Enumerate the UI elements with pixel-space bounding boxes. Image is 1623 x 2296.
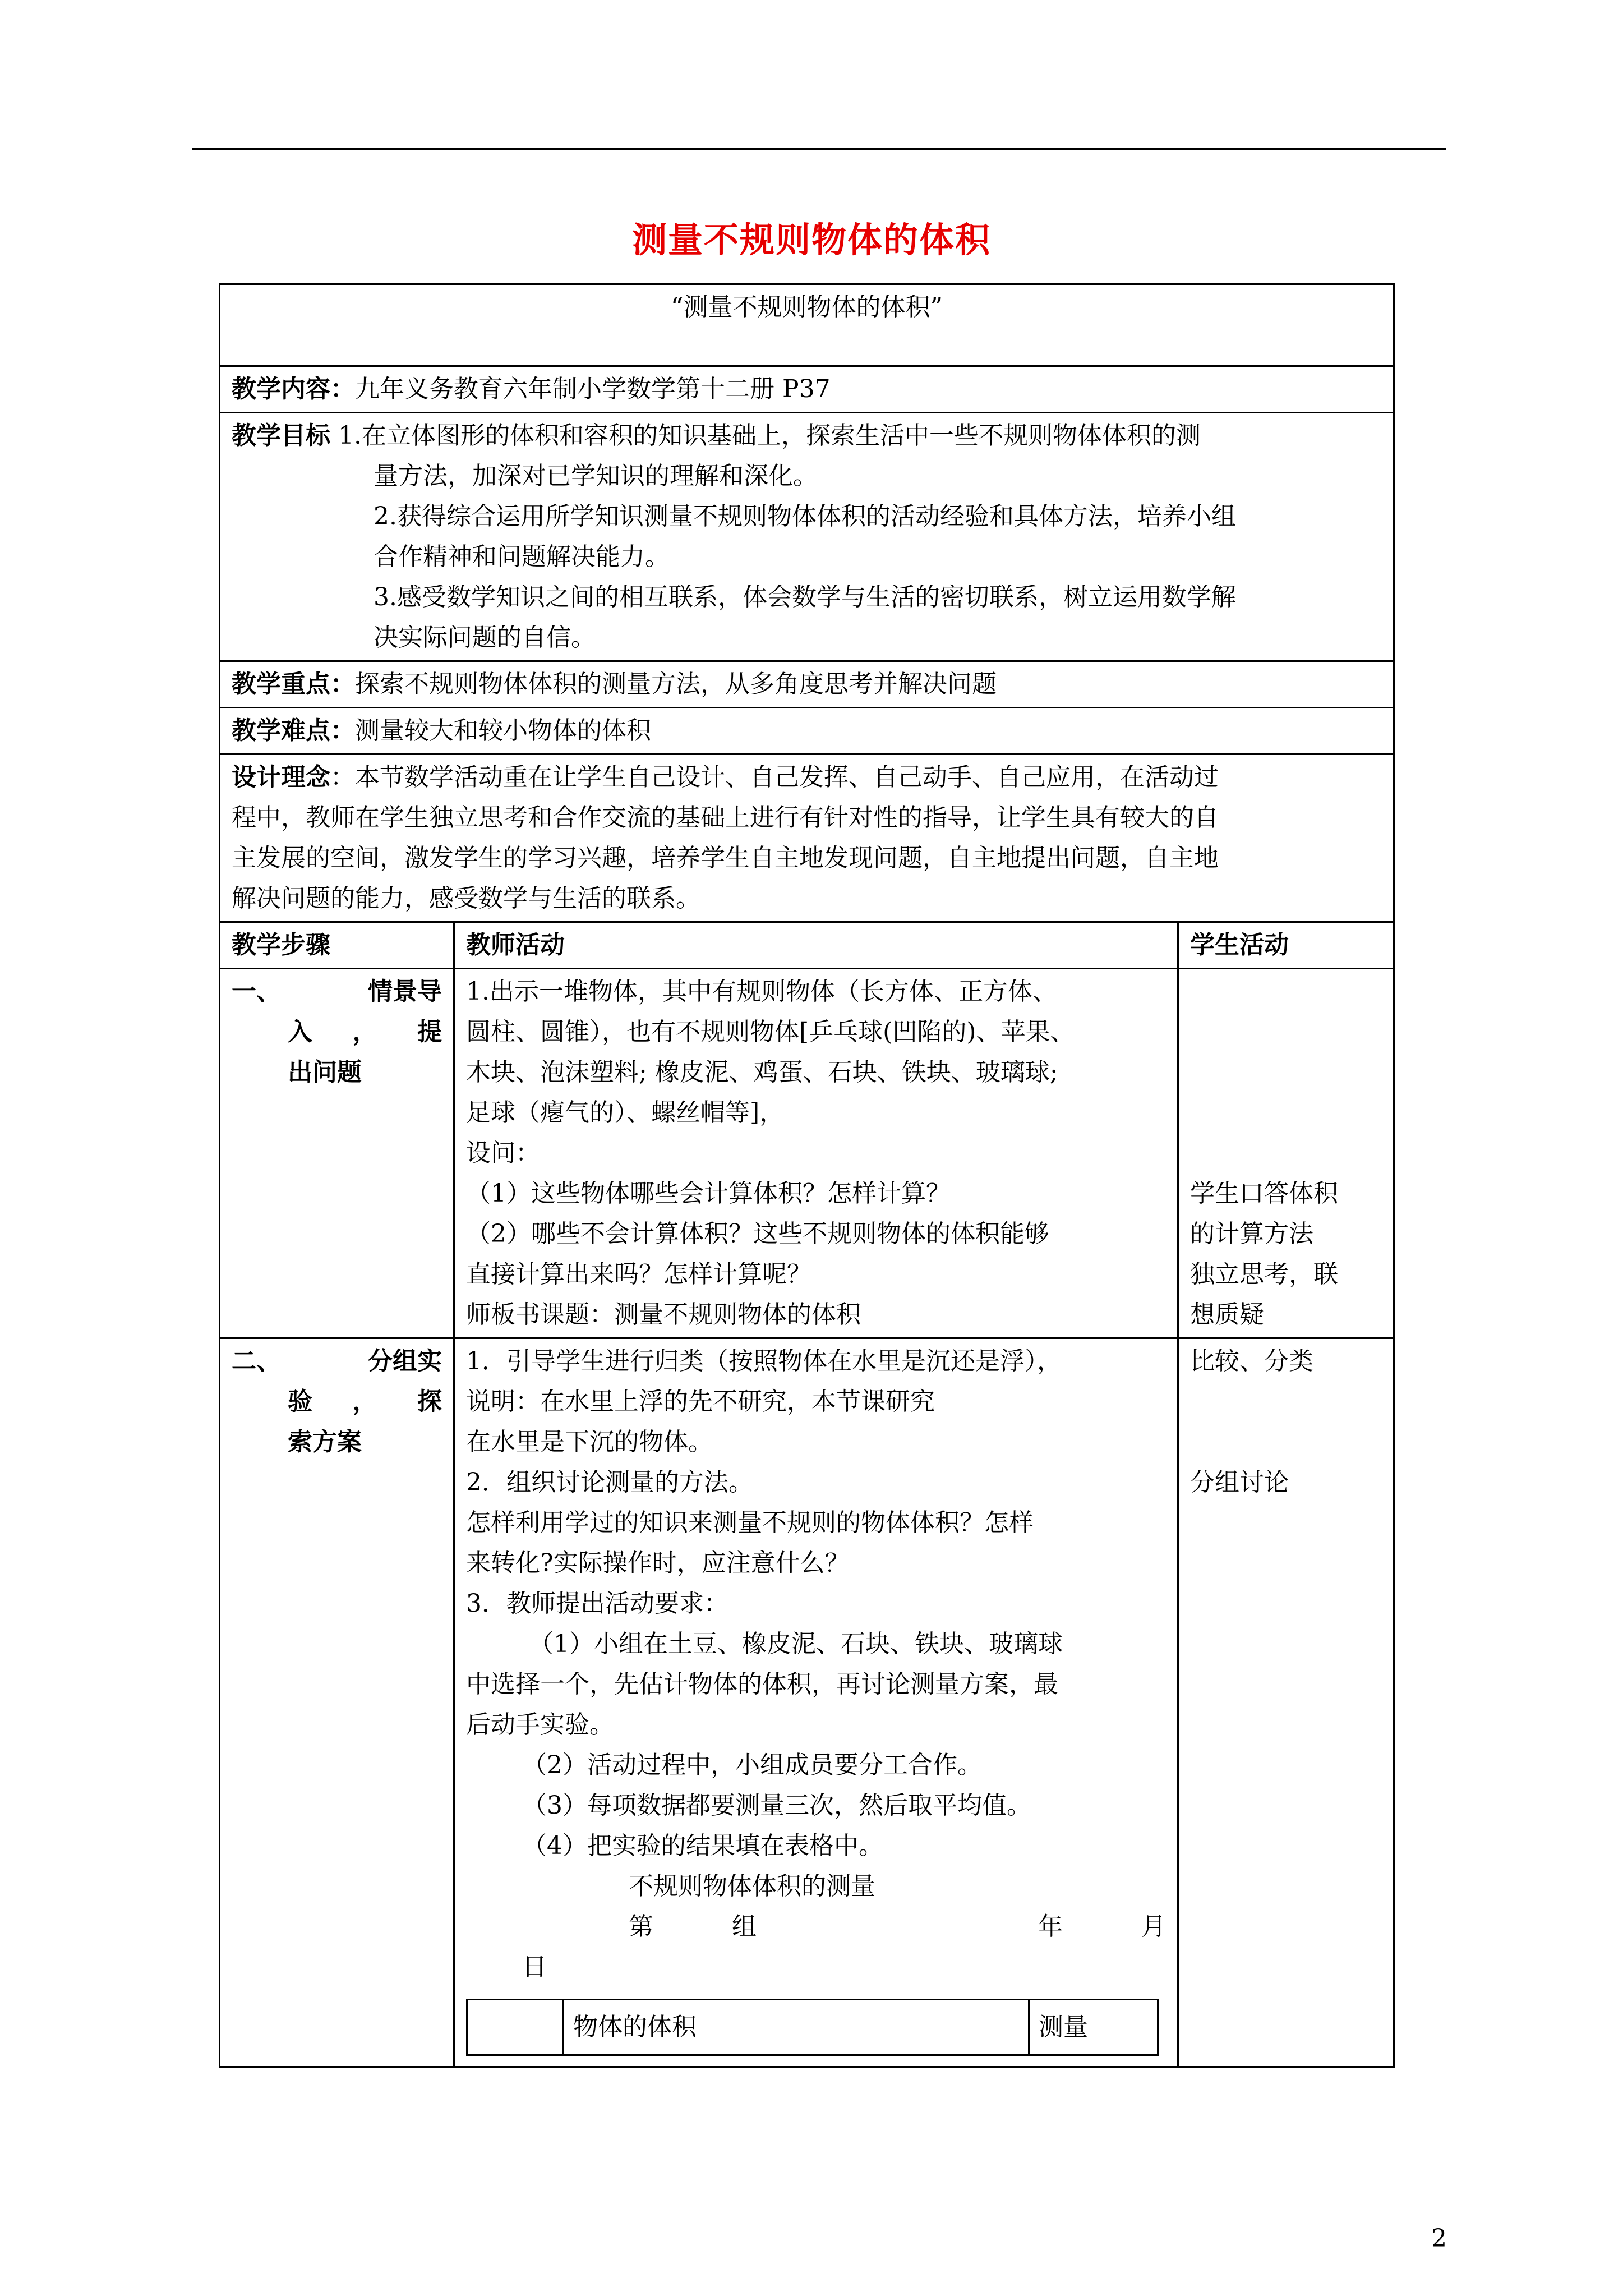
- col-header-steps: 教学步骤: [220, 922, 454, 969]
- step-2-label: 二、 分组实 验 ， 探 索方案: [220, 1338, 454, 2067]
- step-1-row: [220, 969, 1394, 1338]
- difficulty-row: [220, 708, 1394, 754]
- measurement-header-volume: 物体的体积: [564, 2000, 1029, 2055]
- design-row: [220, 754, 1394, 922]
- table-subtitle: “测量不规则物体的体积”: [220, 284, 1394, 366]
- step-2-student-activity: 比较、分类 分组讨论: [1178, 1338, 1394, 2067]
- difficulty-text: 测量较大和较小物体的体积: [355, 716, 651, 745]
- design-line-1: ：本节数学活动重在让学生自己设计、自己发挥、自己动手、自己应用，在活动过: [330, 763, 1219, 792]
- col-header-student: 学生活动: [1178, 922, 1394, 969]
- difficulty-label: 教学难点：: [232, 716, 355, 745]
- measurement-cell-empty: [467, 2000, 564, 2055]
- key-point-text: 探索不规则物体体积的测量方法，从多角度思考并解决问题: [355, 670, 997, 698]
- content-label: 教学内容：: [232, 375, 355, 403]
- measurement-header-measure: 测量: [1029, 2000, 1158, 2055]
- goals-row: [220, 413, 1394, 661]
- goal-2-line-2: 合作精神和问题解决能力。: [374, 542, 670, 571]
- key-point-label: 教学重点：: [232, 670, 355, 698]
- goal-1-line-1: 1.在立体图形的体积和容积的知识基础上，探索生活中一些不规则物体体积的测: [338, 421, 1201, 450]
- measurement-table: [466, 1999, 1159, 2056]
- goal-3-line-2: 决实际问题的自信。: [374, 623, 596, 652]
- lesson-plan-table: [219, 283, 1395, 2068]
- goal-3-line-1: 3.感受数学知识之间的相互联系，体会数学与生活的密切联系，树立运用数学解: [374, 583, 1236, 611]
- design-label: 设计理念: [232, 763, 330, 792]
- page-number: 2: [1431, 2224, 1447, 2253]
- design-line-3: 主发展的空间，激发学生的学习兴趣，培养学生自主地发现问题，自主地提出问题，自主地: [232, 844, 1219, 872]
- key-point-row: [220, 661, 1394, 708]
- step-1-student-activity: 学生口答体积 的计算方法 独立思考，联 想质疑: [1178, 969, 1394, 1338]
- goals-label: 教学目标: [232, 421, 330, 450]
- design-line-4: 解决问题的能力，感受数学与生活的联系。: [232, 884, 700, 913]
- step-2-row: [220, 1338, 1394, 2067]
- goal-2-line-1: 2.获得综合运用所学知识测量不规则物体体积的活动经验和具体方法，培养小组: [374, 502, 1236, 531]
- content-row: [220, 366, 1394, 413]
- column-header-row: [220, 922, 1394, 969]
- col-header-teacher: 教师活动: [454, 922, 1178, 969]
- header-rule: [192, 148, 1446, 150]
- design-line-2: 程中，教师在学生独立思考和合作交流的基础上进行有针对性的指导，让学生具有较大的自: [232, 803, 1219, 832]
- goal-1-line-2: 量方法，加深对已学知识的理解和深化。: [374, 462, 818, 490]
- step-2-teacher-activity: 1．引导学生进行归类（按照物体在水里是沉还是浮）， 说明：在水里上浮的先不研究，本节课研究 在水里是下沉的物体。 2．组织讨论测量的方法。 怎样利用学过的知识来测量不规则的物体体积？怎样 来转化?实际操作时，应注意什么？ 3．教师提出活动要求： （1）小组在土豆、橡皮泥、石块、铁块、玻璃球 中选择一个，先估计物体的体积，再讨论测量方案，最 后动手实验。 （2）活动过程中，小组成员要分工合作。 （3）每项数据都要测量三次，然后取平均值。 （4）把实验的结果填在表格中。 不规则物体体积的测量 第 组 年 月 日 物体的体积 测量: [454, 1338, 1178, 2067]
- step-1-teacher-activity: 1.出示一堆物体，其中有规则物体（长方体、正方体、 圆柱、圆锥），也有不规则物体[乒乓球(凹陷的)、苹果、 木块、泡沫塑料; 橡皮泥、鸡蛋、石块、铁块、玻璃球; 足球（瘪气的）、螺丝帽等]， 设问： （1）这些物体哪些会计算体积？怎样计算？ （2）哪些不会计算体积？这些不规则物体的体积能够 直接计算出来吗？怎样计算呢？ 师板书课题：测量不规则物体的体积: [454, 969, 1178, 1338]
- step-1-label: 一、 情景导 入 ， 提 出问题: [220, 969, 454, 1338]
- document-title: 测量不规则物体的体积: [631, 219, 991, 260]
- content-text: 九年义务教育六年制小学数学第十二册 P37: [355, 375, 831, 403]
